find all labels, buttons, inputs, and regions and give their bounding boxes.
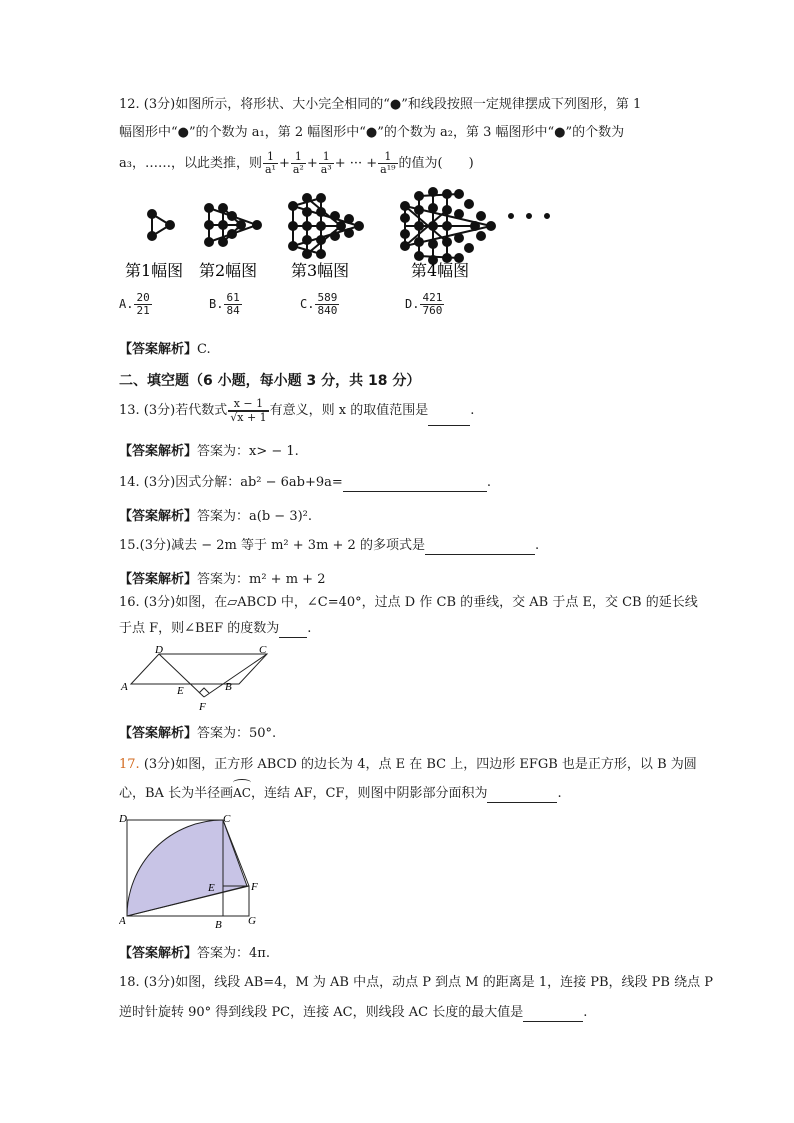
q12-term-2: $\frac{1}{\text{a²}}$ — [292, 150, 304, 176]
figure-label-3: 第3幅图 — [291, 261, 350, 280]
figure-3-triangle — [289, 194, 363, 258]
q16-line2: 于点 F，则∠BEF 的度数为 . — [119, 621, 312, 636]
point-b: B — [215, 919, 222, 930]
q18-blank — [523, 1009, 583, 1022]
q15-question: 15.(3分)减去 − 2m 等于 m² + 3m + 2 的多项式是 . — [119, 538, 540, 553]
q14-question: 14. (3分)因式分解：ab² − 6ab+9a= . — [119, 475, 491, 490]
figure-label-4: 第4幅图 — [411, 261, 470, 280]
q12-line3-pre: a₃，……，以此类推，则 — [119, 156, 262, 171]
plus-sign: + — [278, 156, 290, 171]
q12-term-1: $\frac{1}{\text{a¹}}$ — [264, 150, 276, 176]
q13-answer: 【答案解析】答案为：x> − 1. — [119, 444, 299, 459]
point-d: D — [155, 644, 163, 656]
q16-line1: 16. (3分)如图，在▱ABCD 中，∠C=40°，过点 D 作 CB 的垂线，交 AB 于点 E，交 CB 的延长线 — [119, 595, 698, 610]
point-a: A — [119, 915, 126, 927]
plus-sign: + — [306, 156, 318, 171]
figure-label-1: 第1幅图 — [125, 261, 184, 280]
point-a: A — [121, 681, 128, 693]
q16-parallelogram-figure — [119, 644, 279, 714]
q17-blank — [487, 790, 557, 803]
option-a: A. $\frac{20}{21}$ — [119, 291, 150, 317]
figure-1-triangle — [148, 210, 174, 240]
point-c: C — [259, 644, 267, 656]
q18-line1: 18. (3分)如图，线段 AB=4，M 为 AB 中点，动点 P 到点 M 的距离是 1，连接 PB，线段 PB 绕点 P — [119, 975, 713, 990]
q17-line2: 心，BA 长为半径画 AC，连结 AF，CF，则图中阴影部分面积为 . — [119, 784, 562, 803]
q17-answer: 【答案解析】答案为：4π. — [119, 946, 270, 961]
point-e: E — [177, 685, 184, 697]
more-figures-dots — [509, 214, 549, 218]
q14-blank — [343, 479, 487, 492]
q12-answer: 【答案解析】C. — [119, 342, 211, 357]
q12-dot-pattern-figure — [119, 186, 559, 286]
point-g: G — [248, 915, 256, 927]
q13-blank — [428, 413, 470, 426]
q15-answer: 【答案解析】答案为：m² + m + 2 — [119, 572, 326, 587]
figure-2-triangle — [205, 204, 261, 246]
point-b: B — [225, 681, 232, 693]
arc-ac: AC — [233, 784, 251, 802]
option-c: C. $\frac{589}{840}$ — [300, 291, 338, 317]
q12-line2: 幅图形中“●”的个数为 a₁，第 2 幅图形中“●”的个数为 a₂，第 3 幅图形中“●”的个数为 — [119, 125, 625, 140]
section-heading-fill-in: 二、填空题（6 小题，每小题 3 分，共 18 分） — [119, 373, 421, 389]
q12-line1: 12. (3分)如图所示，将形状、大小完全相同的“●”和线段按照一定规律摆成下列图形，第 1 — [119, 97, 642, 112]
q13-question: 13. (3分)若代数式 $\frac{x - 1}{√x + 1}$ 有意义，则 x 的取值范围是 . — [119, 396, 474, 426]
q15-blank — [425, 542, 535, 555]
point-d: D — [119, 813, 127, 825]
q16-answer: 【答案解析】答案为：50°. — [119, 726, 277, 741]
q12-term-3: $\frac{1}{\text{a³}}$ — [320, 150, 332, 176]
point-c: C — [223, 813, 231, 825]
q14-answer: 【答案解析】答案为：a(b − 3)². — [119, 509, 313, 524]
q18-line2: 逆时针旋转 90° 得到线段 PC，连接 AC，则线段 AC 长度的最大值是 . — [119, 1005, 588, 1020]
q17-square-figure — [119, 812, 269, 930]
option-d: D. $\frac{421}{760}$ — [405, 291, 443, 317]
point-f: F — [199, 701, 206, 713]
figure-4-triangle — [401, 188, 495, 264]
point-e: E — [208, 882, 215, 894]
q12-term-19: $\frac{1}{\text{a¹⁹}}$ — [380, 150, 396, 176]
q12-line3 — [119, 150, 474, 178]
figure-label-2: 第2幅图 — [199, 261, 258, 280]
q17-line1: 17. (3分)如图，正方形 ABCD 的边长为 4，点 E 在 BC 上，四边形 EFGB 也是正方形，以 B 为圆 — [119, 757, 697, 772]
q16-blank — [279, 625, 307, 638]
option-b: B. $\frac{61}{84}$ — [209, 291, 240, 317]
q13-fraction: $\frac{x - 1}{√x + 1}$ — [230, 396, 267, 424]
ellipsis-plus: + ··· + — [334, 156, 378, 171]
point-f: F — [251, 881, 258, 893]
q12-line3-post: 的值为( ) — [398, 156, 474, 171]
